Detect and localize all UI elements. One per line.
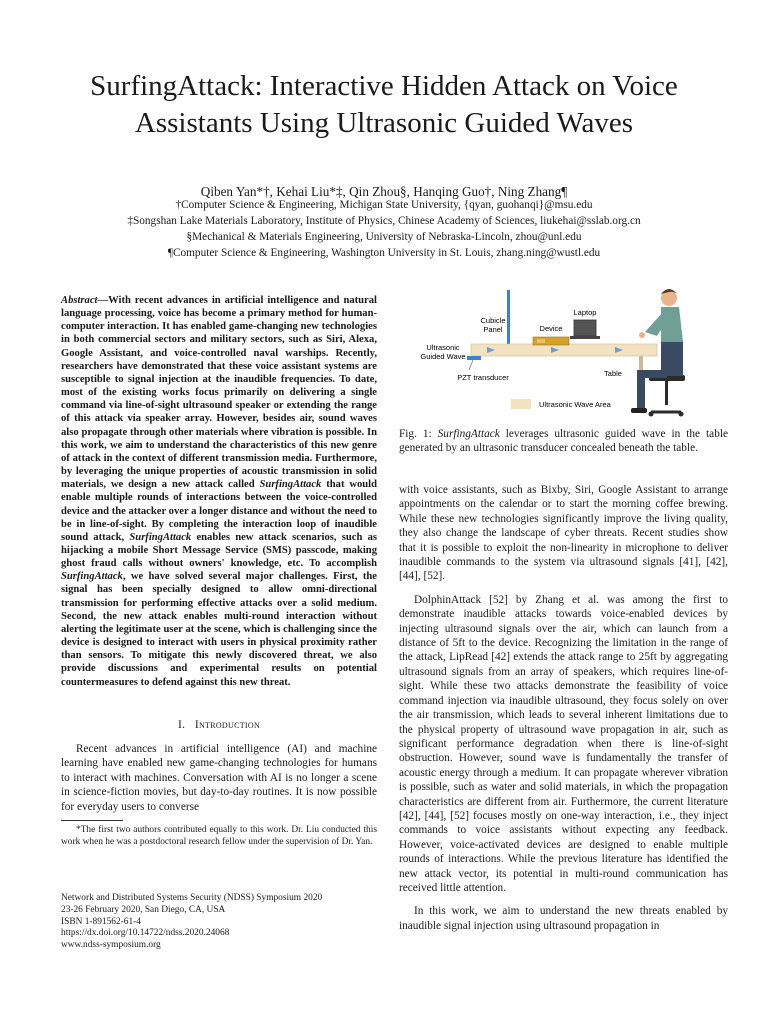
abstract-text-2: that would enable multiple rounds of interactions between the voice-controlled device and the attacker over a longer distance and without the need to be in line-of-sight. By completing the interaction loop of inaudible sound attack, <box>61 479 378 543</box>
caption-prefix: Fig. 1: <box>399 428 438 440</box>
venue-url: www.ndss-symposium.org <box>61 940 161 951</box>
label-panel: Panel <box>483 325 503 334</box>
affiliation-unl: §Mechanical & Materials Engineering, University of Nebraska-Lincoln, zhou@unl.edu <box>186 231 582 243</box>
caption-text: leverages ultrasonic guided wave in the table generated by an ultrasonic transducer concealed beneath the table. <box>399 428 728 455</box>
label-device: Device <box>539 324 563 333</box>
venue-info <box>61 893 377 952</box>
label-guided-wave: Guided Wave <box>420 352 466 361</box>
abstract-text-4: , we have solved several major challenges. First, the signal has been specially designed to allow omni-directional transmission for performing effective attacks over a solid medium. Second, the new attack enables multi-round interaction without alerting the legitimate user at the scene, which is challenging since the device is designed to interact with users in physical proximity rather than sensors. To mitigate this newly discovered threat, we also provide discussions and experimental results on potential countermeasures to defend against this new threat. <box>61 571 377 688</box>
venue-line: Network and Distributed Systems Security (NDSS) Symposium 2020 <box>61 893 323 903</box>
attack-setup-illustration <box>399 280 728 428</box>
caption-attack-name: SurfingAttack <box>437 428 500 440</box>
right-column <box>399 483 728 933</box>
venue-doi: https://dx.doi.org/10.14722/ndss.2020.24068 <box>61 928 230 939</box>
abstract <box>61 294 377 689</box>
section-number: I. <box>177 719 186 731</box>
right-paragraph-1: with voice assistants, such as Bixby, Siri, Google Assistant to arrange appointments on the calendar or to start the morning coffee brewing. While these new technologies significantly improve the living quality, they also change the landscape of cyber threats. Recent studies show that it is possible to exploit the non-linearity in microphone to deliver inaudible commands to the system via ultrasound signals [41], [42], [44], [52]. <box>399 484 728 583</box>
title-line-2: Assistants Using Ultrasonic Guided Waves <box>134 107 634 139</box>
affiliation-sslab: ‡Songshan Lake Materials Laboratory, Institute of Physics, Chinese Academy of Sciences, liukehai@sslab.org.cn <box>127 215 641 227</box>
abstract-label: Abstract <box>61 295 98 306</box>
title-line-1: SurfingAttack: Interactive Hidden Attack on Voice <box>90 70 678 102</box>
attack-name: SurfingAttack <box>61 571 123 583</box>
right-paragraph-2: DolphinAttack [52] by Zhang et al. was among the first to demonstrate inaudible attacks towards voice-enabled devices by injecting ultrasound signals over the air, which can launch from a distance of 5ft to the device. Recognizing the limitation in the range of the attack, LipRead [42] extends the attack range to 25ft by aggregating ultrasound signals from an array of speakers, which requires line-of-sight. While these two attacks demonstrate the feasibility of voice command injection via inaudible ultrasound, they focus solely on over the air transmission, which leads to several inherent limitations due to the physical property of ultrasound wave propagation in air, such as significant performance degradation when there is line-of-sight obstruction. However, sound wave is fundamentally the transfer of acoustic energy through a medium. It can propagate wherever vibration is possible, such as water and solid materials, in which the propagation characteristics are different from air. Furthermore, the current literature [42], [44], [52] focuses mostly on one-way interaction, i.e., they inject commands to voice assistants without expecting any feedback. However, voice-activated devices are designed to enable multiple rounds of interactions. While the previous literature has identified the new attack vector, its potential in multi-round communication has received little attention. <box>399 593 728 894</box>
pzt-transducer-icon <box>467 356 481 360</box>
table-top <box>471 344 657 356</box>
cubicle-panel <box>507 290 510 350</box>
intro-text: Recent advances in artificial intelligence (AI) and machine learning have enabled new game-changing technologies for humans to interact with machines. Conversation with AI is no longer a scene in science-fiction movies, but day-to-day routines. It is now possible for everyday users to converse <box>61 743 377 813</box>
intro-paragraph <box>61 742 377 814</box>
label-ultrasonic: Ultrasonic <box>426 343 460 352</box>
venue-isbn: ISBN 1-891562-61-4 <box>61 916 141 927</box>
section-heading <box>61 719 377 731</box>
footnote-text: *The first two authors contributed equally to this work. Dr. Liu conducted this work when he was a postdoctoral research fellow under the supervision of Dr. Yan. <box>61 825 377 847</box>
affiliation-wustl: ¶Computer Science & Engineering, Washington University in St. Louis, zhang.ning@wustl.edu <box>167 247 601 259</box>
attack-name: SurfingAttack <box>259 479 322 491</box>
label-legend: Ultrasonic Wave Area <box>539 400 611 409</box>
venue-dates: 23-26 February 2020, San Diego, CA, USA <box>61 904 226 915</box>
figure-1 <box>399 280 728 428</box>
figure-caption <box>399 427 728 456</box>
label-table: Table <box>604 369 622 378</box>
footnote-rule <box>61 820 123 821</box>
footnote <box>61 824 377 848</box>
laptop-icon <box>574 320 596 336</box>
attack-name: SurfingAttack <box>129 531 192 543</box>
paper-title <box>40 68 728 142</box>
affiliation-msu: †Computer Science & Engineering, Michigan State University, {qyan, guohanqi}@msu.edu <box>175 199 593 211</box>
label-laptop: Laptop <box>573 308 597 317</box>
abstract-text-1: —With recent advances in artificial intelligence and natural language processing, voice has become a primary method for human-computer interaction. It has enabled game-changing new technologies in both commercial sectors and military sectors, such as Siri, Alexa, Google Assistant, and voice-controlled naval warships. Recently, researchers have demonstrated that these voice assistant systems are susceptible to signal injection at the inaudible frequencies. To date, most of the existing works focus primarily on delivering a single command via line-of-sight ultrasound speaker or extending the range of this attack via speaker array. However, besides air, sound waves also propagate through other materials where vibration is possible. In this work, we aim to understand the characteristics of this new genre of attack in the context of different transmission media. Furthermore, by leveraging the unique properties of acoustic transmission in solid materials, we design a new attack called <box>61 295 377 491</box>
abstract-text-3: enables new attack scenarios, such as hijacking a mobile Short Message Service (SMS) passcode, making ghost fraud calls without owners' knowledge, etc. To accomplish <box>61 531 377 570</box>
section-title: Introduction <box>194 719 261 731</box>
legend-swatch <box>511 399 531 409</box>
label-pzt-transducer: PZT transducer <box>457 373 509 382</box>
label-cubicle: Cubicle <box>480 316 506 325</box>
right-paragraph-3: In this work, we aim to understand the new threats enabled by inaudible signal injection using ultrasound propagation in <box>399 905 728 932</box>
author-list: Qiben Yan*†, Kehai Liu*‡, Qin Zhou§, Hanqing Guo†, Ning Zhang¶ <box>200 184 568 199</box>
